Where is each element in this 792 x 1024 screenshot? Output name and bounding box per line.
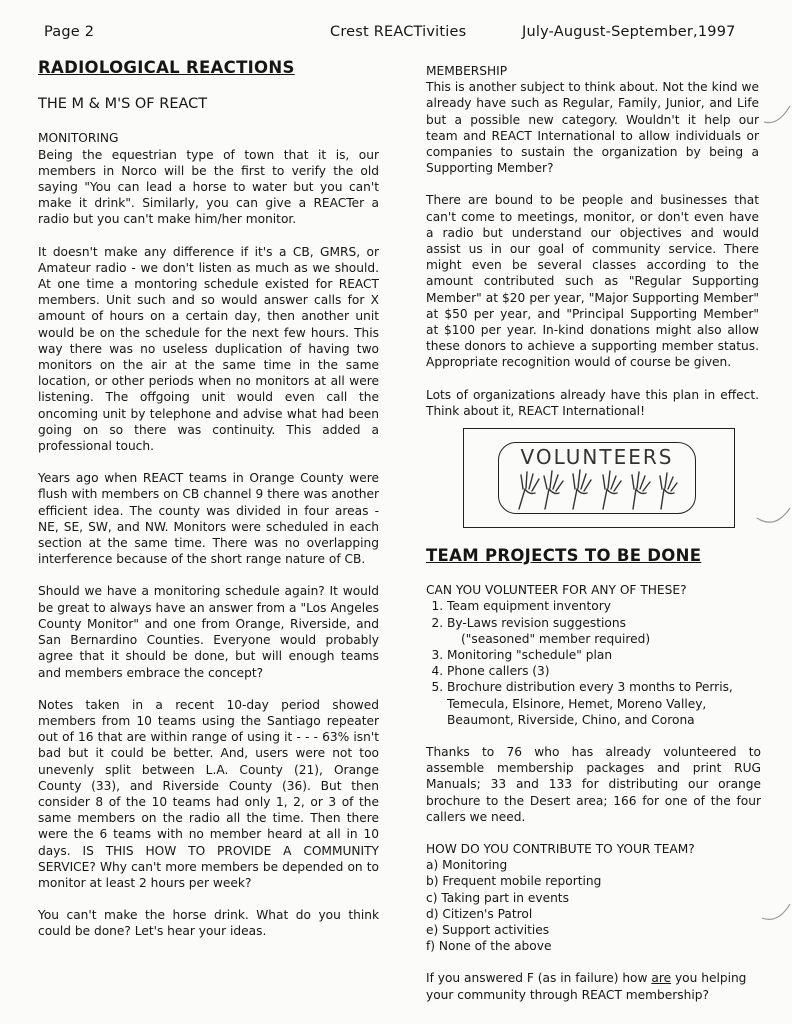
paragraph: Being the equestrian type of town that it is, our members in Norco will be the first to verify the old saying "You can lead a horse to water but you can't make it drink". Similarly, you can give a REACTer a radio but you can't make him/her monitor. (38, 147, 379, 227)
list-item: a) Monitoring (426, 858, 508, 873)
list-item: e) Support activities (426, 923, 550, 938)
binder-hole-icon (760, 896, 792, 926)
thanks-paragraph: Thanks to 76 who has already volunteered to assemble membership packages and print RUG Manuals; 33 and 133 for distributing our orange brochure to the Desert area; 166 for one of the four callers we need. (426, 745, 761, 824)
list-item-note: ("seasoned" member required) (461, 631, 651, 646)
paragraph: Lots of organizations already have this plan in effect. Think about it, REACT International! (426, 387, 759, 418)
closing-paragraph: If you answered F (as in failure) how are you helping your community through REACT membership? (426, 971, 747, 1002)
volunteers-banner (498, 442, 696, 514)
paragraph: Years ago when REACT teams in Orange County were flush with members on CB channel 9 there was another efficient idea. The county was divided in four areas - NE, SE, SW, and NW. Monitors were scheduled in each section at the same time. There was no overlapping interference because of the short range nature of CB. (38, 471, 379, 567)
volunteers-label: VOLUNTEERS (520, 445, 674, 469)
page-number: Page 2 (44, 24, 95, 40)
membership-heading: MEMBERSHIP (426, 64, 508, 78)
paragraph: This is another subject to think about. Not the kind we already have such as Regular, Family, Junior, and Life but a possible new category. Wouldn't it help our team and REACT International to allow individuals or companies to sustain the organization by being a Supporting Member? (426, 80, 759, 176)
paragraph: It doesn't make any difference if it's a CB, GMRS, or Amateur radio - we don't listen as much as we should. At one time a montoring schedule existed for REACT members. Unit such and so would answer calls for X amount of hours on a certain day, then another unit would be on the schedule for the next few hours. This way there was no useless duplication of having two monitors on the air at the same time in the same location, or other periods when no monitors at all were listening. The offgoing unit would even call the oncoming unit by telephone and advise what had been going on so there was continuity. This added a professional touch. (38, 244, 379, 454)
binder-hole-icon (762, 100, 792, 128)
list-item: 1. Team equipment inventory (447, 598, 761, 614)
contribution-list (426, 857, 761, 954)
list-item: 3. Monitoring "schedule" plan (447, 647, 761, 663)
issue-date: July-August-September,1997 (522, 24, 736, 40)
paragraph: Notes taken in a recent 10-day period showed members from 10 teams using the Santiago repeater out of 16 that are within range of using it - - - 63% isn't bad but it could be better. And, users were not too unevenly split between L.A. County (21), Orange County (33), and Riverside County (36). But then consider 8 of the 10 teams had only 1, 2, or 3 of the same members on the radio all the time. Then there were the 6 teams with no member heard at all in 10 days. IS THIS HOW TO PROVIDE A COMMUNITY SERVICE? Why can't more members be depended on to monitor at least 2 hours per week? (38, 697, 379, 890)
publication-name: Crest REACTivities (330, 24, 467, 40)
list-item: 4. Phone callers (3) (447, 663, 761, 679)
contribute-question: HOW DO YOU CONTRIBUTE TO YOUR TEAM? (426, 842, 695, 857)
right-column-upper (426, 63, 759, 435)
left-column (38, 60, 379, 956)
paragraph: There are bound to be people and businesses that can't come to meetings, monitor, or don't even have a radio but understand our objectives and would assist us in our goal of community service. There might even be several classes according to the amount contributed such as "Regular Supporting Member" at $20 per year, "Major Supporting Member" at $50 per year, and "Principal Supporting Member" at $100 per year. In-kind donations might also allow these donors to achieve a supporting member status. Appropriate recognition would of course be given. (426, 193, 759, 370)
monitoring-heading: MONITORING (38, 131, 119, 146)
volunteers-graphic (463, 428, 735, 528)
list-item: f) None of the above (426, 939, 552, 954)
emphasis: are (651, 971, 672, 986)
section-title-team-projects: TEAM PROJECTS TO BE DONE (426, 546, 702, 565)
paragraph: You can't make the horse drink. What do you think could be done? Let's hear your ideas. (38, 908, 379, 939)
list-item: 2. By-Laws revision suggestions ("seasoned" member required) (447, 615, 761, 647)
project-list (426, 598, 761, 728)
list-item: b) Frequent mobile reporting (426, 874, 602, 889)
right-column-lower (426, 548, 761, 1019)
list-item: c) Taking part in events (426, 890, 569, 905)
list-item: 5. Brochure distribution every 3 months to Perris, Temecula, Elsinore, Hemet, Moreno Valley, Beaumont, Riverside, Chino, and Corona (447, 679, 761, 728)
section-title-radiological: RADIOLOGICAL REACTIONS (38, 58, 295, 77)
section-subtitle: THE M & M'S OF REACT (38, 96, 208, 113)
list-item: d) Citizen's Patrol (426, 906, 533, 921)
paragraph: Should we have a monitoring schedule again? It would be great to always have an answer from a "Los Angeles County Monitor" and one from Orange, Riverside, and San Bernardino Counties. Everyone would probably agree that it should be done, but will enough teams and members embrace the concept? (38, 584, 379, 680)
raised-hands-icon (511, 467, 683, 511)
binder-hole-icon (755, 500, 792, 530)
volunteer-question: CAN YOU VOLUNTEER FOR ANY OF THESE? (426, 583, 687, 598)
